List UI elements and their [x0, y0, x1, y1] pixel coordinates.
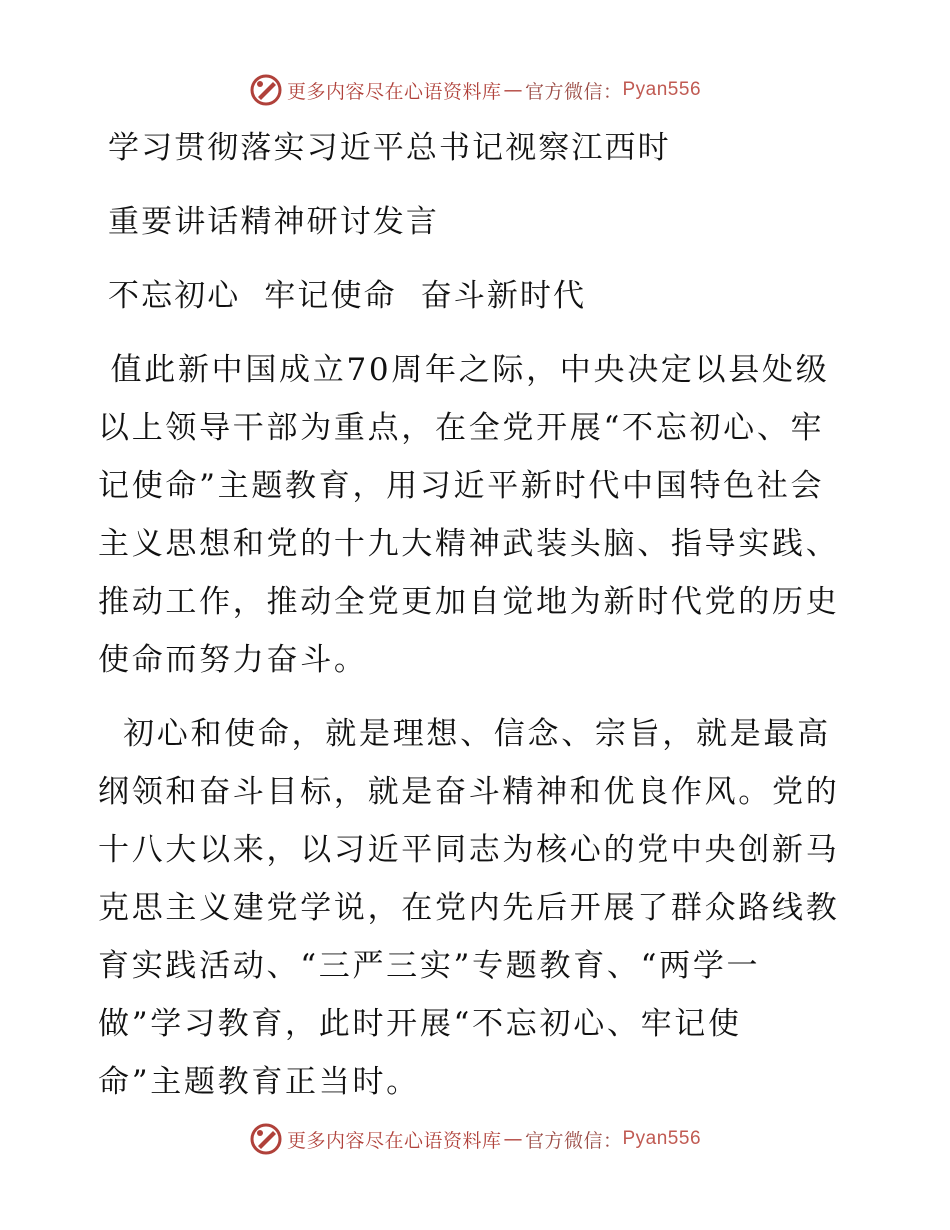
paragraph-2-line-7: 命”主题教育正当时。 [98, 1064, 420, 1100]
paragraph-1-line-4: 主义思想和党的十九大精神武装头脑、指导实践、 [98, 526, 840, 562]
paragraph-1-line-3: 记使命”主题教育，用习近平新时代中国特色社会 [98, 468, 825, 504]
watermark-brand: 更多内容尽在心语资料库 [286, 80, 502, 103]
watermark-label: 官方微信： [524, 1129, 623, 1152]
watermark-separator: — [503, 79, 523, 101]
paragraph-1-line-5: 推动工作，推动全党更加自觉地为新时代党的历史 [98, 584, 840, 620]
watermark-brand: 更多内容尽在心语资料库 [286, 1129, 502, 1152]
watermark-label: 官方微信： [524, 80, 623, 103]
paragraph-2-line-3: 十八大以来，以习近平同志为核心的党中央创新马 [98, 832, 840, 868]
watermark-account: Pyan556 [622, 1128, 702, 1149]
brand-logo-icon [249, 1122, 283, 1156]
paragraph-2-line-1: 初心和使命，就是理想、信念、宗旨，就是最高 [98, 716, 831, 752]
paragraph-1-line-6: 使命而努力奋斗。 [98, 642, 368, 678]
brand-logo-icon [249, 73, 283, 107]
watermark-account: Pyan556 [622, 79, 702, 100]
paragraph-1-line-1: 值此新中国成立70周年之际，中央决定以县处级 [98, 352, 830, 388]
paragraph-2-line-6: 做”学习教育，此时开展“不忘初心、牢记使 [98, 1006, 742, 1042]
document-title-line-1: 学习贯彻落实习近平总书记视察江西时 [108, 130, 671, 166]
paragraph-1-line-2: 以上领导干部为重点，在全党开展“不忘初心、牢 [98, 410, 825, 446]
watermark-separator: — [503, 1128, 523, 1150]
document-subtitle: 不忘初心 牢记使命 奋斗新时代 [108, 278, 587, 314]
watermark-footer [0, 1119, 950, 1159]
paragraph-2-line-2: 纲领和奋斗目标，就是奋斗精神和优良作风。党的 [98, 774, 840, 810]
document-title-line-2: 重要讲话精神研讨发言 [108, 204, 439, 240]
paragraph-2-line-4: 克思主义建党学说，在党内先后开展了群众路线教 [98, 890, 840, 926]
watermark-header [0, 70, 950, 110]
paragraph-2-line-5: 育实践活动、“三严三实”专题教育、“两学一 [98, 948, 761, 984]
